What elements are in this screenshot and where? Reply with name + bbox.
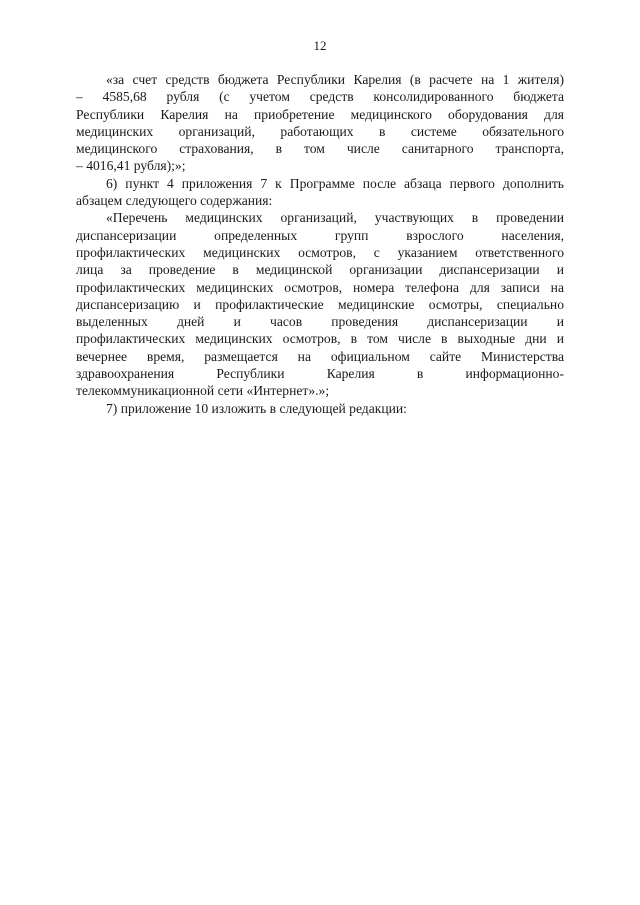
page-number: 12 [313, 38, 327, 53]
text-line: диспансеризацию и профилактические медицинские осмотры, специально [76, 296, 564, 312]
text-line: лица за проведение в медицинской организации диспансеризации и [76, 262, 564, 278]
paragraph-item-6 [76, 175, 564, 210]
text-line: Республики Карелия на приобретение медицинского оборудования для [76, 106, 564, 122]
text-line: медицинских организаций, работающих в системе обязательного [76, 123, 564, 139]
text-line: абзацем следующего содержания: [76, 193, 273, 209]
text-line: вечернее время, размещается на официальном сайте Министерства [76, 348, 564, 364]
text-line: «за счет средств бюджета Республики Карелия (в расчете на 1 жителя) [106, 72, 564, 87]
text-line: профилактических медицинских осмотров, с указанием ответственного [76, 244, 564, 260]
text-line: выделенных дней и часов проведения диспансеризации и [76, 314, 564, 330]
paragraph-budget-per-capita [76, 71, 564, 175]
text-line: – 4016,41 рубля);»; [76, 158, 186, 174]
document-body [76, 71, 564, 417]
text-line: 6) пункт 4 приложения 7 к Программе после абзаца первого дополнить [106, 175, 564, 191]
text-line: здравоохранения Республики Карелия в информационно- [76, 366, 564, 382]
text-line: профилактических медицинских осмотров, в том числе в выходные дни и [76, 331, 564, 347]
text-line: диспансеризации определенных групп взрослого населения, [76, 227, 564, 243]
paragraph-organizations-list [76, 209, 564, 399]
text-line: «Перечень медицинских организаций, участвующих в проведении [106, 210, 564, 226]
text-line: – 4585,68 рубля (с учетом средств консолидированного бюджета [76, 89, 564, 105]
text-line: 7) приложение 10 изложить в следующей редакции: [106, 400, 407, 416]
text-line: медицинского страхования, в том числе санитарного транспорта, [76, 141, 564, 157]
text-line: профилактических медицинских осмотров, номера телефона для записи на [76, 279, 564, 295]
paragraph-item-7 [76, 400, 564, 417]
text-line: телекоммуникационной сети «Интернет».»; [76, 383, 330, 399]
